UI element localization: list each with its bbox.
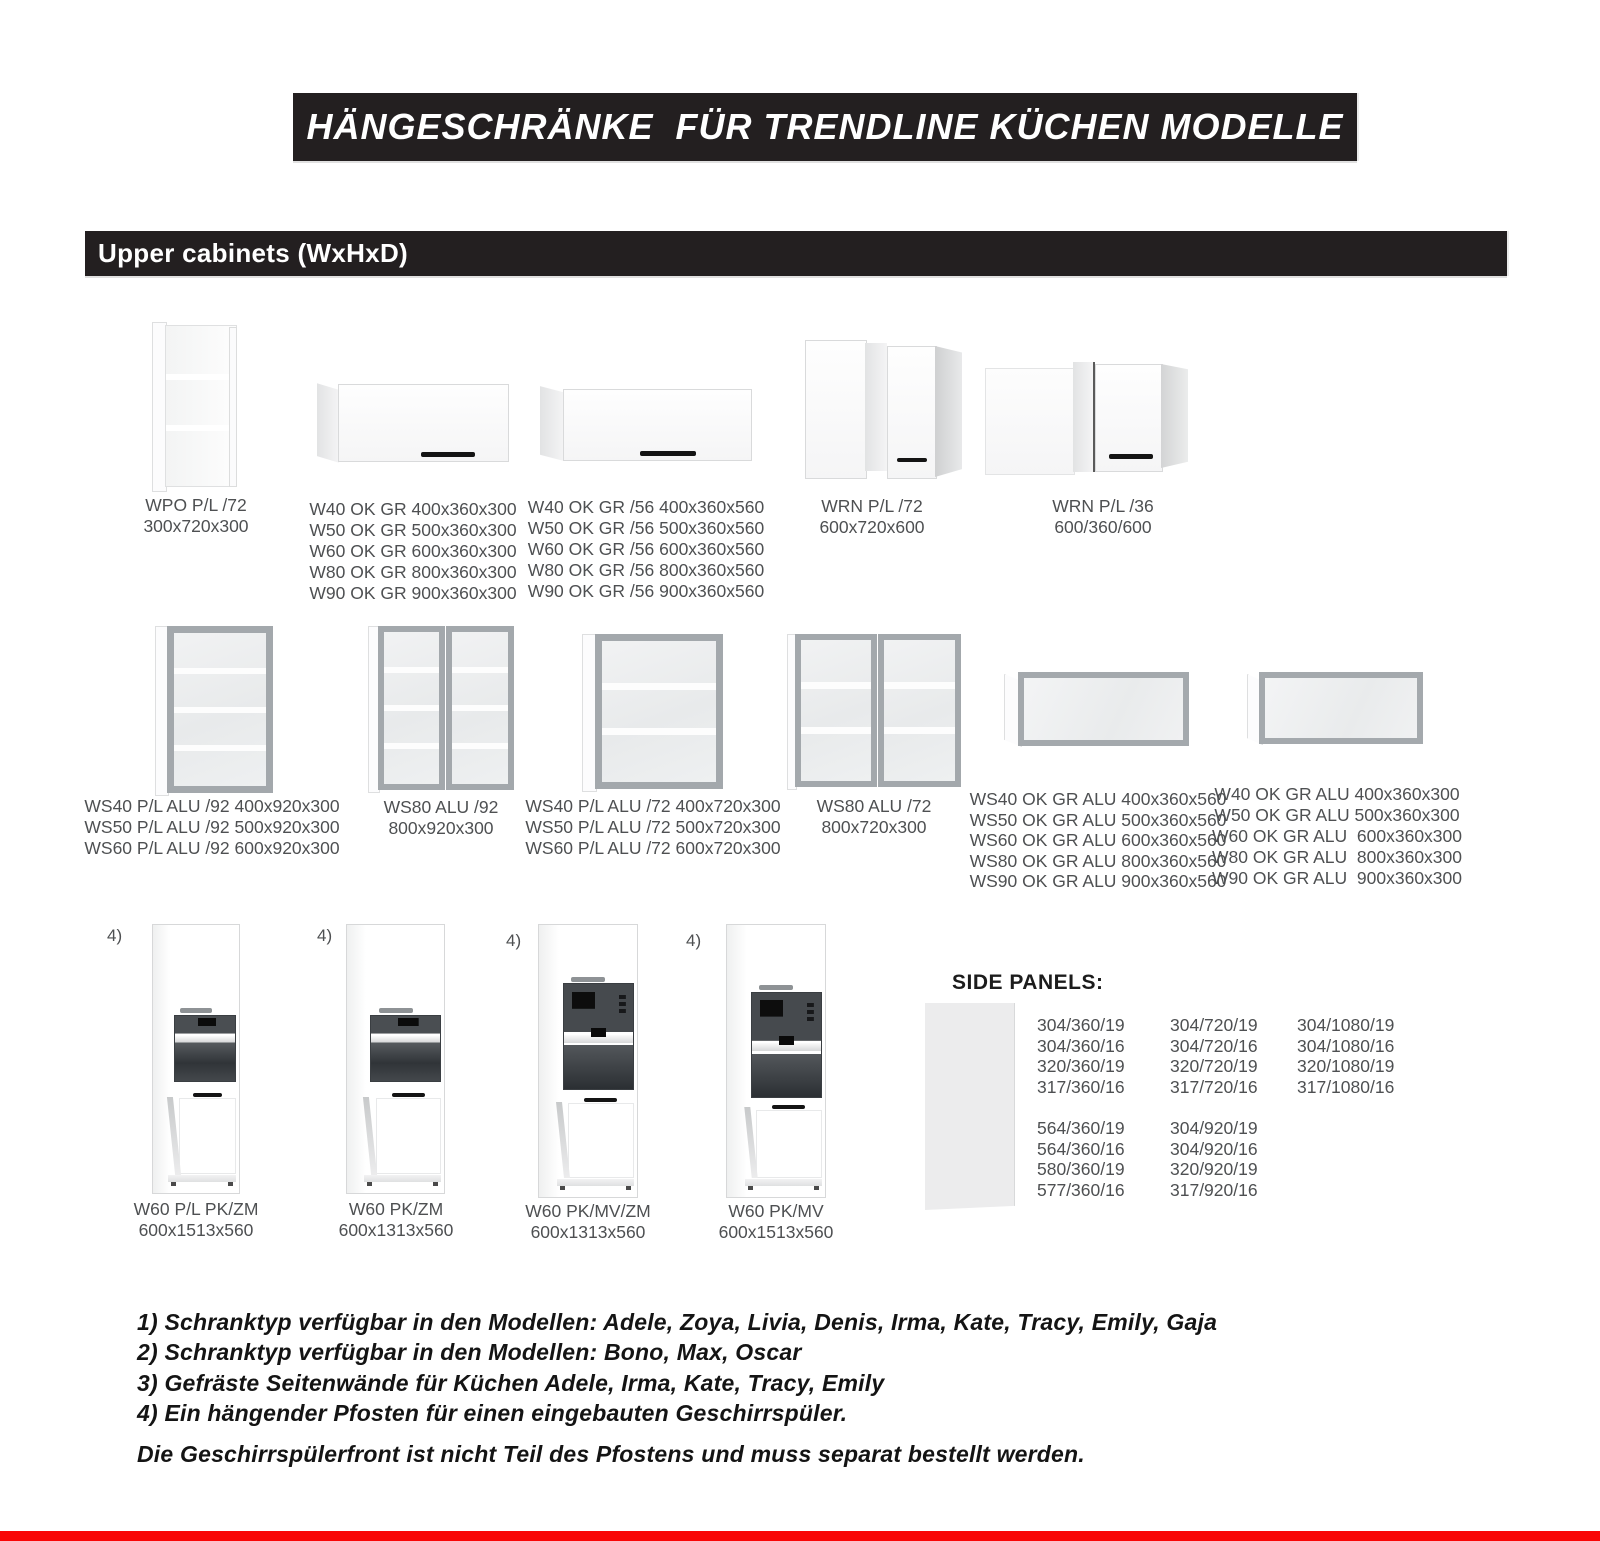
label-line: W60 OK GR ALU 600x360x300 <box>1212 826 1462 846</box>
size-entry: 304/360/16 <box>1037 1035 1125 1056</box>
glass-door-right <box>878 634 961 787</box>
footnote-marker: 4) <box>686 931 702 950</box>
cabinet-figure-w-ok-gr <box>317 378 509 466</box>
cabinet-label-ws-alu-72 <box>525 796 780 859</box>
label-line: 300x720x300 <box>143 516 249 536</box>
cabinet-label-w-ok-gr-56 <box>528 497 764 602</box>
label-line: W60 OK GR /56 600x360x560 <box>527 539 765 559</box>
cabinet-figure-wrn-72 <box>805 340 962 483</box>
label-line: WS90 OK GR ALU 900x360x560 <box>969 871 1227 891</box>
label-line: 600x1513x560 <box>718 1222 834 1242</box>
footnote-4: 4) Ein hängender Pfosten für einen eingebauten Geschirrspüler. <box>137 1400 848 1426</box>
side-panel-sizes-col2-top <box>1170 1015 1258 1097</box>
base-panel <box>557 1179 634 1186</box>
size-entry: 320/720/19 <box>1170 1056 1258 1076</box>
cabinet-label-w60-pk-mv <box>719 1201 834 1243</box>
label-line: 600x720x600 <box>819 517 925 537</box>
label-line: 800x720x300 <box>821 817 927 837</box>
size-entry: 564/360/19 <box>1037 1118 1125 1138</box>
lower-door <box>756 1110 822 1178</box>
label-line: W80 OK GR 800x360x300 <box>309 562 517 582</box>
cabinet-label-w60-pl-pk-zm <box>134 1199 259 1241</box>
side-panel-sizes-col2-bottom <box>1170 1118 1258 1200</box>
label-line: W40 OK GR ALU 400x360x300 <box>1214 784 1460 804</box>
cabinet-label-w-ok-gr-alu <box>1212 784 1462 889</box>
upper-door-handle <box>379 1008 413 1013</box>
lower-door <box>568 1103 634 1178</box>
label-line: W80 OK GR /56 800x360x560 <box>527 560 765 580</box>
flap-door <box>338 384 509 462</box>
cabinet-side-shade <box>727 925 747 1197</box>
label-line: W60 PK/MV/ZM <box>525 1201 651 1221</box>
cabinet-side <box>540 383 564 461</box>
glass-door <box>167 626 273 793</box>
label-line: W90 OK GR 900x360x300 <box>309 583 517 603</box>
cabinet-label-w-ok-gr <box>309 499 516 604</box>
cabinet-label-w60-pk-mv-zm <box>525 1201 650 1243</box>
footnote-marker: 4) <box>506 931 522 950</box>
label-line: WS50 P/L ALU /72 500x720x300 <box>525 817 781 837</box>
size-entry: 320/920/19 <box>1170 1159 1258 1179</box>
label-line: 600/360/600 <box>1054 517 1152 537</box>
size-entry: 304/1080/19 <box>1297 1015 1395 1035</box>
size-entry: 580/360/19 <box>1037 1159 1125 1179</box>
drawer-handle <box>193 1093 222 1097</box>
label-line: WS80 ALU /72 <box>816 796 932 816</box>
size-entry: 304/720/16 <box>1170 1035 1258 1056</box>
size-entry: 304/360/19 <box>1037 1015 1125 1035</box>
cabinet-label-wrn-72 <box>819 496 924 538</box>
footnote-1: 1) Schranktyp verfügbar in den Modellen: Adele, Zoya, Livia, Denis, Irma, Kate, Tracy, Emily, Gaja <box>137 1309 1218 1335</box>
footnote-2: 2) Schranktyp verfügbar in den Modellen: Bono, Max, Oscar <box>137 1339 802 1365</box>
upper-door-handle <box>571 977 605 982</box>
base-panel <box>745 1179 822 1186</box>
label-line: WS60 P/L ALU /92 600x920x300 <box>84 838 340 858</box>
built-in-oven <box>370 1015 441 1083</box>
cabinet-figure-w60-pk-mv <box>726 924 826 1198</box>
base-panel <box>364 1175 441 1182</box>
label-line: WS80 ALU /92 <box>383 797 499 817</box>
side-panel-sizes-col3-top <box>1297 1015 1394 1097</box>
side-panel-figure <box>925 1003 1015 1210</box>
label-line: 600x1313x560 <box>530 1222 646 1242</box>
cabinet-figure-ws80-alu-92 <box>368 626 514 793</box>
footnote-3: 3) Gefräste Seitenwände für Küchen Adele, Irma, Kate, Tracy, Emily <box>137 1370 885 1396</box>
cabinet-label-ws80-alu-72 <box>817 796 932 838</box>
label-line: 600x1513x560 <box>138 1220 254 1240</box>
built-in-oven-microwave <box>563 983 635 1090</box>
dishwasher-front-note: Die Geschirrspülerfront ist nicht Teil des Pfostens und muss separat bestellt werden. <box>137 1441 1085 1467</box>
size-entry: 317/920/16 <box>1170 1179 1258 1200</box>
cabinet-figure-ws-alu-92 <box>155 626 273 796</box>
drawer-handle <box>392 1093 425 1097</box>
label-line: WS50 OK GR ALU 500x360x560 <box>969 809 1227 830</box>
size-entry: 304/920/16 <box>1170 1138 1258 1159</box>
label-line: WS40 P/L ALU /92 400x920x300 <box>84 796 340 816</box>
label-line: WS50 P/L ALU /92 500x920x300 <box>84 817 340 837</box>
glass-flap-door <box>1018 672 1189 746</box>
footnote-marker: 4) <box>317 926 333 945</box>
glass-door-left <box>378 626 445 790</box>
cabinet-side <box>317 380 339 463</box>
size-entry: 320/360/19 <box>1037 1056 1125 1076</box>
side-panel-sizes-col1-top <box>1037 1015 1125 1097</box>
cabinet-figure-wrn-36 <box>985 362 1188 475</box>
size-entry: 304/1080/16 <box>1297 1035 1395 1056</box>
corner-recess <box>1073 362 1095 472</box>
label-line: W60 PK/MV <box>728 1201 824 1221</box>
label-line: WS40 P/L ALU /72 400x720x300 <box>525 796 781 816</box>
label-line: W60 PK/ZM <box>348 1199 444 1219</box>
corner-left-face <box>805 340 867 479</box>
cabinet-side-shade <box>153 925 170 1193</box>
base-panel <box>168 1175 236 1182</box>
built-in-oven-microwave <box>751 992 823 1099</box>
cabinet-figure-w60-pk-mv-zm <box>538 924 638 1198</box>
drawer-handle <box>584 1098 617 1102</box>
door-handle <box>1109 454 1153 459</box>
label-line: W60 OK GR 600x360x300 <box>309 541 517 561</box>
built-in-oven <box>174 1015 237 1083</box>
label-line: WS80 OK GR ALU 800x360x560 <box>969 850 1227 871</box>
label-line: WPO P/L /72 <box>145 495 247 515</box>
size-entry: 304/720/19 <box>1170 1015 1258 1035</box>
size-entry: 320/1080/19 <box>1297 1056 1395 1076</box>
corner-side <box>1161 364 1188 468</box>
cabinet-label-ws-alu-92 <box>84 796 339 859</box>
cabinet-label-ws80-alu-92 <box>384 797 499 839</box>
side-panel-sizes-col1-bottom <box>1037 1118 1125 1200</box>
door-handle <box>640 451 696 456</box>
front-edge <box>229 327 237 487</box>
size-entry: 317/360/16 <box>1037 1076 1125 1097</box>
lower-door <box>179 1098 237 1174</box>
label-line: W50 OK GR /56 500x360x560 <box>527 518 765 538</box>
label-line: W90 OK GR ALU 900x360x300 <box>1212 868 1462 888</box>
cabinet-label-ws-ok-gr-alu <box>970 789 1227 892</box>
cabinet-figure-ws-alu-72 <box>582 634 723 792</box>
size-entry: 577/360/16 <box>1037 1179 1125 1200</box>
cabinet-side-shade <box>539 925 559 1197</box>
footnote-marker: 4) <box>107 926 123 945</box>
lower-door <box>376 1098 441 1174</box>
side-panels-heading: SIDE PANELS: <box>952 971 1104 994</box>
size-entry: 317/720/16 <box>1170 1076 1258 1097</box>
door-handle <box>421 452 475 457</box>
cabinet-label-wpo <box>143 495 248 537</box>
glass-door-right <box>446 626 514 790</box>
size-entry: 304/920/19 <box>1170 1118 1258 1138</box>
cabinet-figure-w-ok-gr-alu <box>1247 672 1423 749</box>
cabinet-figure-w60-pl-pk-zm <box>152 924 240 1194</box>
section-header: Upper cabinets (WxHxD) <box>85 231 1507 276</box>
label-line: WS60 OK GR ALU 600x360x560 <box>969 830 1227 850</box>
label-line: 800x920x300 <box>388 818 494 838</box>
size-entry: 317/1080/16 <box>1297 1076 1395 1097</box>
size-entry: 564/360/16 <box>1037 1138 1125 1159</box>
upper-door-handle <box>180 1008 212 1013</box>
cabinet-figure-ws-ok-gr-alu <box>1004 672 1189 751</box>
label-line: WS40 OK GR ALU 400x360x560 <box>969 789 1227 809</box>
cabinet-label-w60-pk-zm <box>339 1199 454 1241</box>
glass-door <box>595 634 723 789</box>
corner-left-door <box>985 368 1075 475</box>
page-title: HÄNGESCHRÄNKE FÜR TRENDLINE KÜCHEN MODELLE <box>293 93 1357 161</box>
open-shelves <box>165 325 237 487</box>
cabinet-side-shade <box>347 925 366 1193</box>
label-line: W80 OK GR ALU 800x360x300 <box>1212 847 1462 867</box>
label-line: W40 OK GR 400x360x300 <box>309 499 517 519</box>
label-line: W50 OK GR 500x360x300 <box>309 520 517 540</box>
drawer-handle <box>772 1105 805 1109</box>
corner-recess <box>865 343 887 471</box>
cabinet-figure-w60-pk-zm <box>346 924 445 1194</box>
label-line: W90 OK GR /56 900x360x560 <box>527 581 765 601</box>
label-line: W50 OK GR ALU 500x360x300 <box>1214 805 1460 825</box>
label-line: WRN P/L /36 <box>1052 496 1154 516</box>
cabinet-figure-w-ok-gr-56 <box>540 381 752 464</box>
cabinet-figure-wpo <box>152 322 237 490</box>
label-line: WS60 P/L ALU /72 600x720x300 <box>525 838 781 858</box>
door-handle <box>897 458 927 462</box>
label-line: WRN P/L /72 <box>821 496 923 516</box>
glass-flap-door <box>1259 672 1423 744</box>
cabinet-label-wrn-36 <box>1052 496 1153 538</box>
label-line: W60 P/L PK/ZM <box>133 1199 259 1219</box>
upper-door-handle <box>759 985 793 990</box>
label-line: 600x1313x560 <box>338 1220 454 1240</box>
corner-side <box>935 346 962 477</box>
label-line: W40 OK GR /56 400x360x560 <box>527 497 765 517</box>
bottom-accent-bar <box>0 1531 1600 1541</box>
glass-door-left <box>795 634 877 787</box>
cabinet-figure-ws80-alu-72 <box>787 634 961 790</box>
